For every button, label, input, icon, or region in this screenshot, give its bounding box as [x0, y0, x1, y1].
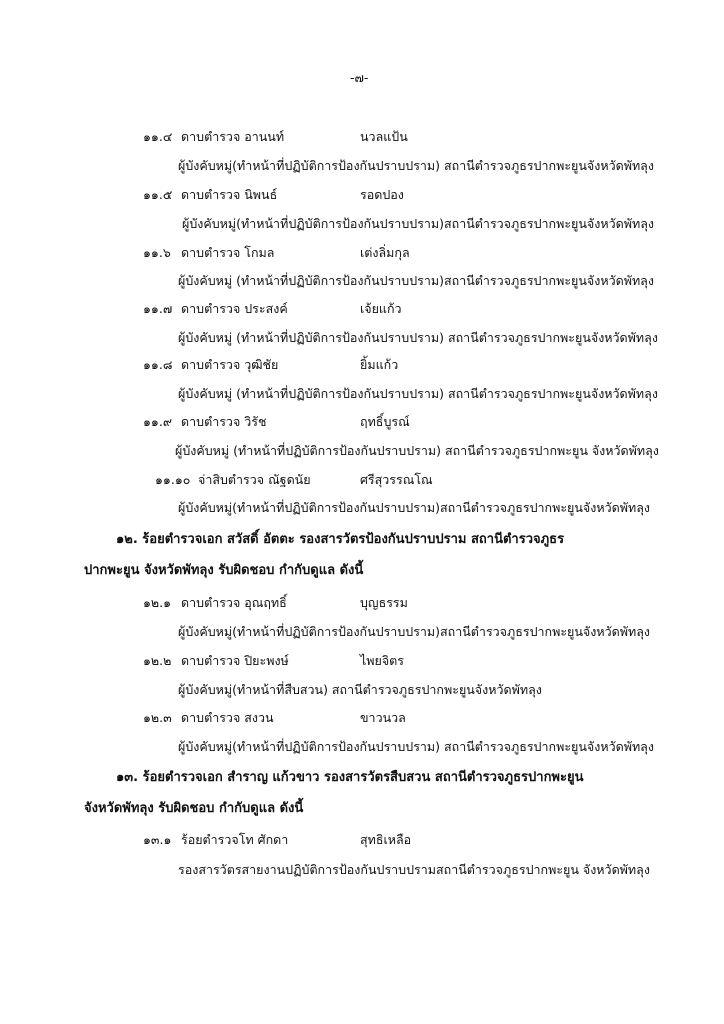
entry-rank-name: ดาบตำรวจ อุณฤทธิ์ [181, 595, 287, 610]
entry-surname: นวลแป้น [360, 129, 408, 144]
entry-role: ผู้บังคับหมู่(ทำหน้าที่ปฏิบัติการป้องกันปราบปราม) สถานีตำรวจภูธรปากพะยูนจังหวัดพัทลุง [178, 739, 654, 754]
entry-number: ๑๑.๖ [143, 245, 171, 260]
entry-rank-name: ดาบตำรวจ วิรัช [181, 414, 267, 429]
entry-surname: เต่งลิ่มกุล [360, 245, 410, 260]
entry-surname: สุทธิเหลือ [360, 832, 412, 847]
entry-role: ผู้บังคับหมู่(ทำหน้าที่ปฏิบัติการป้องกันปราบปราม)สถานีตำรวจภูธรปากพะยูนจังหวัดพัทลุง [178, 500, 650, 515]
entry-surname: รอดปอง [360, 187, 404, 202]
entry-surname: ฤทธิ์บูรณ์ [360, 414, 410, 429]
entry-number: ๑๓.๑ [143, 832, 172, 847]
entry-surname: ยิ้มแก้ว [360, 357, 399, 372]
section-heading: ๑๒. ร้อยตำรวจเอก สวัสดิ์ อัตตะ รองสารวัตรป้องกันปราบปราม สถานีตำรวจภูธร [116, 532, 565, 547]
entry-surname: ขาวนวล [360, 710, 406, 725]
entry-role: ผู้บังคับหมู่ (ทำหน้าที่ปฏิบัติการป้องกันปราบปราม)สถานีตำรวจภูธรปากพะยูนจังหวัดพัทลุง [178, 273, 654, 288]
entry-number: ๑๑.๔ [143, 129, 173, 144]
entry-rank-name: ดาบตำรวจ ปิยะพงษ์ [181, 653, 289, 668]
entry-number: ๑๒.๒ [143, 653, 172, 668]
entry-number: ๑๒.๓ [143, 710, 172, 725]
entry-rank-name: จ่าสิบตำรวจ ณัฐดนัย [198, 472, 311, 487]
section-heading-continued: จังหวัดพัทลุง รับผิดชอบ กำกับดูแล ดังนี้ [84, 801, 304, 816]
entry-role: ผู้บังคับหมู่ (ทำหน้าที่ปฏิบัติการป้องกันปราบปราม) สถานีตำรวจภูธรปากพะยูน จังหวัดพัทลุง [175, 443, 659, 458]
entry-role: ผู้บังคับหมู่(ทำหน้าที่ปฏิบัติการป้องกันปราบปราม)สถานีตำรวจภูธรปากพะยูนจังหวัดพัทลุง [182, 216, 654, 231]
entry-rank-name: ดาบตำรวจ นิพนธ์ [181, 187, 278, 202]
entry-rank-name: ดาบตำรวจ วุฒิชัย [181, 357, 279, 372]
entry-role: ผู้บังคับหมู่(ทำหน้าที่ปฏิบัติการป้องกันปราบปราม)สถานีตำรวจภูธรปากพะยูนจังหวัดพัทลุง [178, 624, 650, 639]
section-heading-continued: ปากพะยูน จังหวัดพัทลุง รับผิดชอบ กำกับดูแล ดังนี้ [84, 563, 364, 578]
entry-number: ๑๑.๙ [143, 414, 172, 429]
entry-number: ๑๒.๑ [143, 595, 172, 610]
entry-number: ๑๑.๗ [143, 301, 173, 316]
entry-surname: บุญธรรม [360, 595, 408, 610]
entry-surname: ไพยจิตร [360, 653, 405, 668]
entry-number: ๑๑.๕ [143, 187, 173, 202]
entry-rank-name: ดาบตำรวจ โกมล [181, 245, 275, 260]
entry-rank-name: ร้อยตำรวจโท ศักดา [181, 832, 289, 847]
section-heading: ๑๓. ร้อยตำรวจเอก สำราญ แก้วขาว รองสารวัตรสืบสวน สถานีตำรวจภูธรปากพะยูน [116, 770, 584, 785]
entry-number: ๑๑.๑๐ [155, 472, 191, 487]
entry-surname: เจ้ยแก้ว [360, 301, 402, 316]
page-number: -๗- [350, 70, 369, 85]
entry-role: รองสารวัตรสายงานปฏิบัติการป้องกันปราบปรามสถานีตำรวจภูธรปากพะยูน จังหวัดพัทลุง [178, 862, 650, 877]
entry-surname: ศรีสุวรรณโณ [360, 472, 433, 487]
entry-role: ผู้บังคับหมู่ (ทำหน้าที่ปฏิบัติการป้องกันปราบปราม) สถานีตำรวจภูธรปากพะยูนจังหวัดพัทลุง [178, 330, 658, 345]
entry-rank-name: ดาบตำรวจ ประสงค์ [181, 301, 288, 316]
entry-role: ผู้บังคับหมู่ (ทำหน้าที่ปฏิบัติการป้องกันปราบปราม) สถานีตำรวจภูธรปากพะยูนจังหวัดพัทลุง [178, 386, 658, 401]
entry-rank-name: ดาบตำรวจ อานนท์ [181, 129, 285, 144]
entry-role: ผู้บังคับหมู่(ทำหน้าที่ปฏิบัติการป้องกันปราบปราม) สถานีตำรวจภูธรปากพะยูนจังหวัดพัทลุง [178, 158, 654, 173]
entry-role: ผู้บังคับหมู่(ทำหน้าที่สืบสวน) สถานีตำรวจภูธรปากพะยูนจังหวัดพัทลุง [178, 682, 542, 697]
entry-number: ๑๑.๘ [143, 357, 173, 372]
entry-rank-name: ดาบตำรวจ สงวน [181, 710, 274, 725]
